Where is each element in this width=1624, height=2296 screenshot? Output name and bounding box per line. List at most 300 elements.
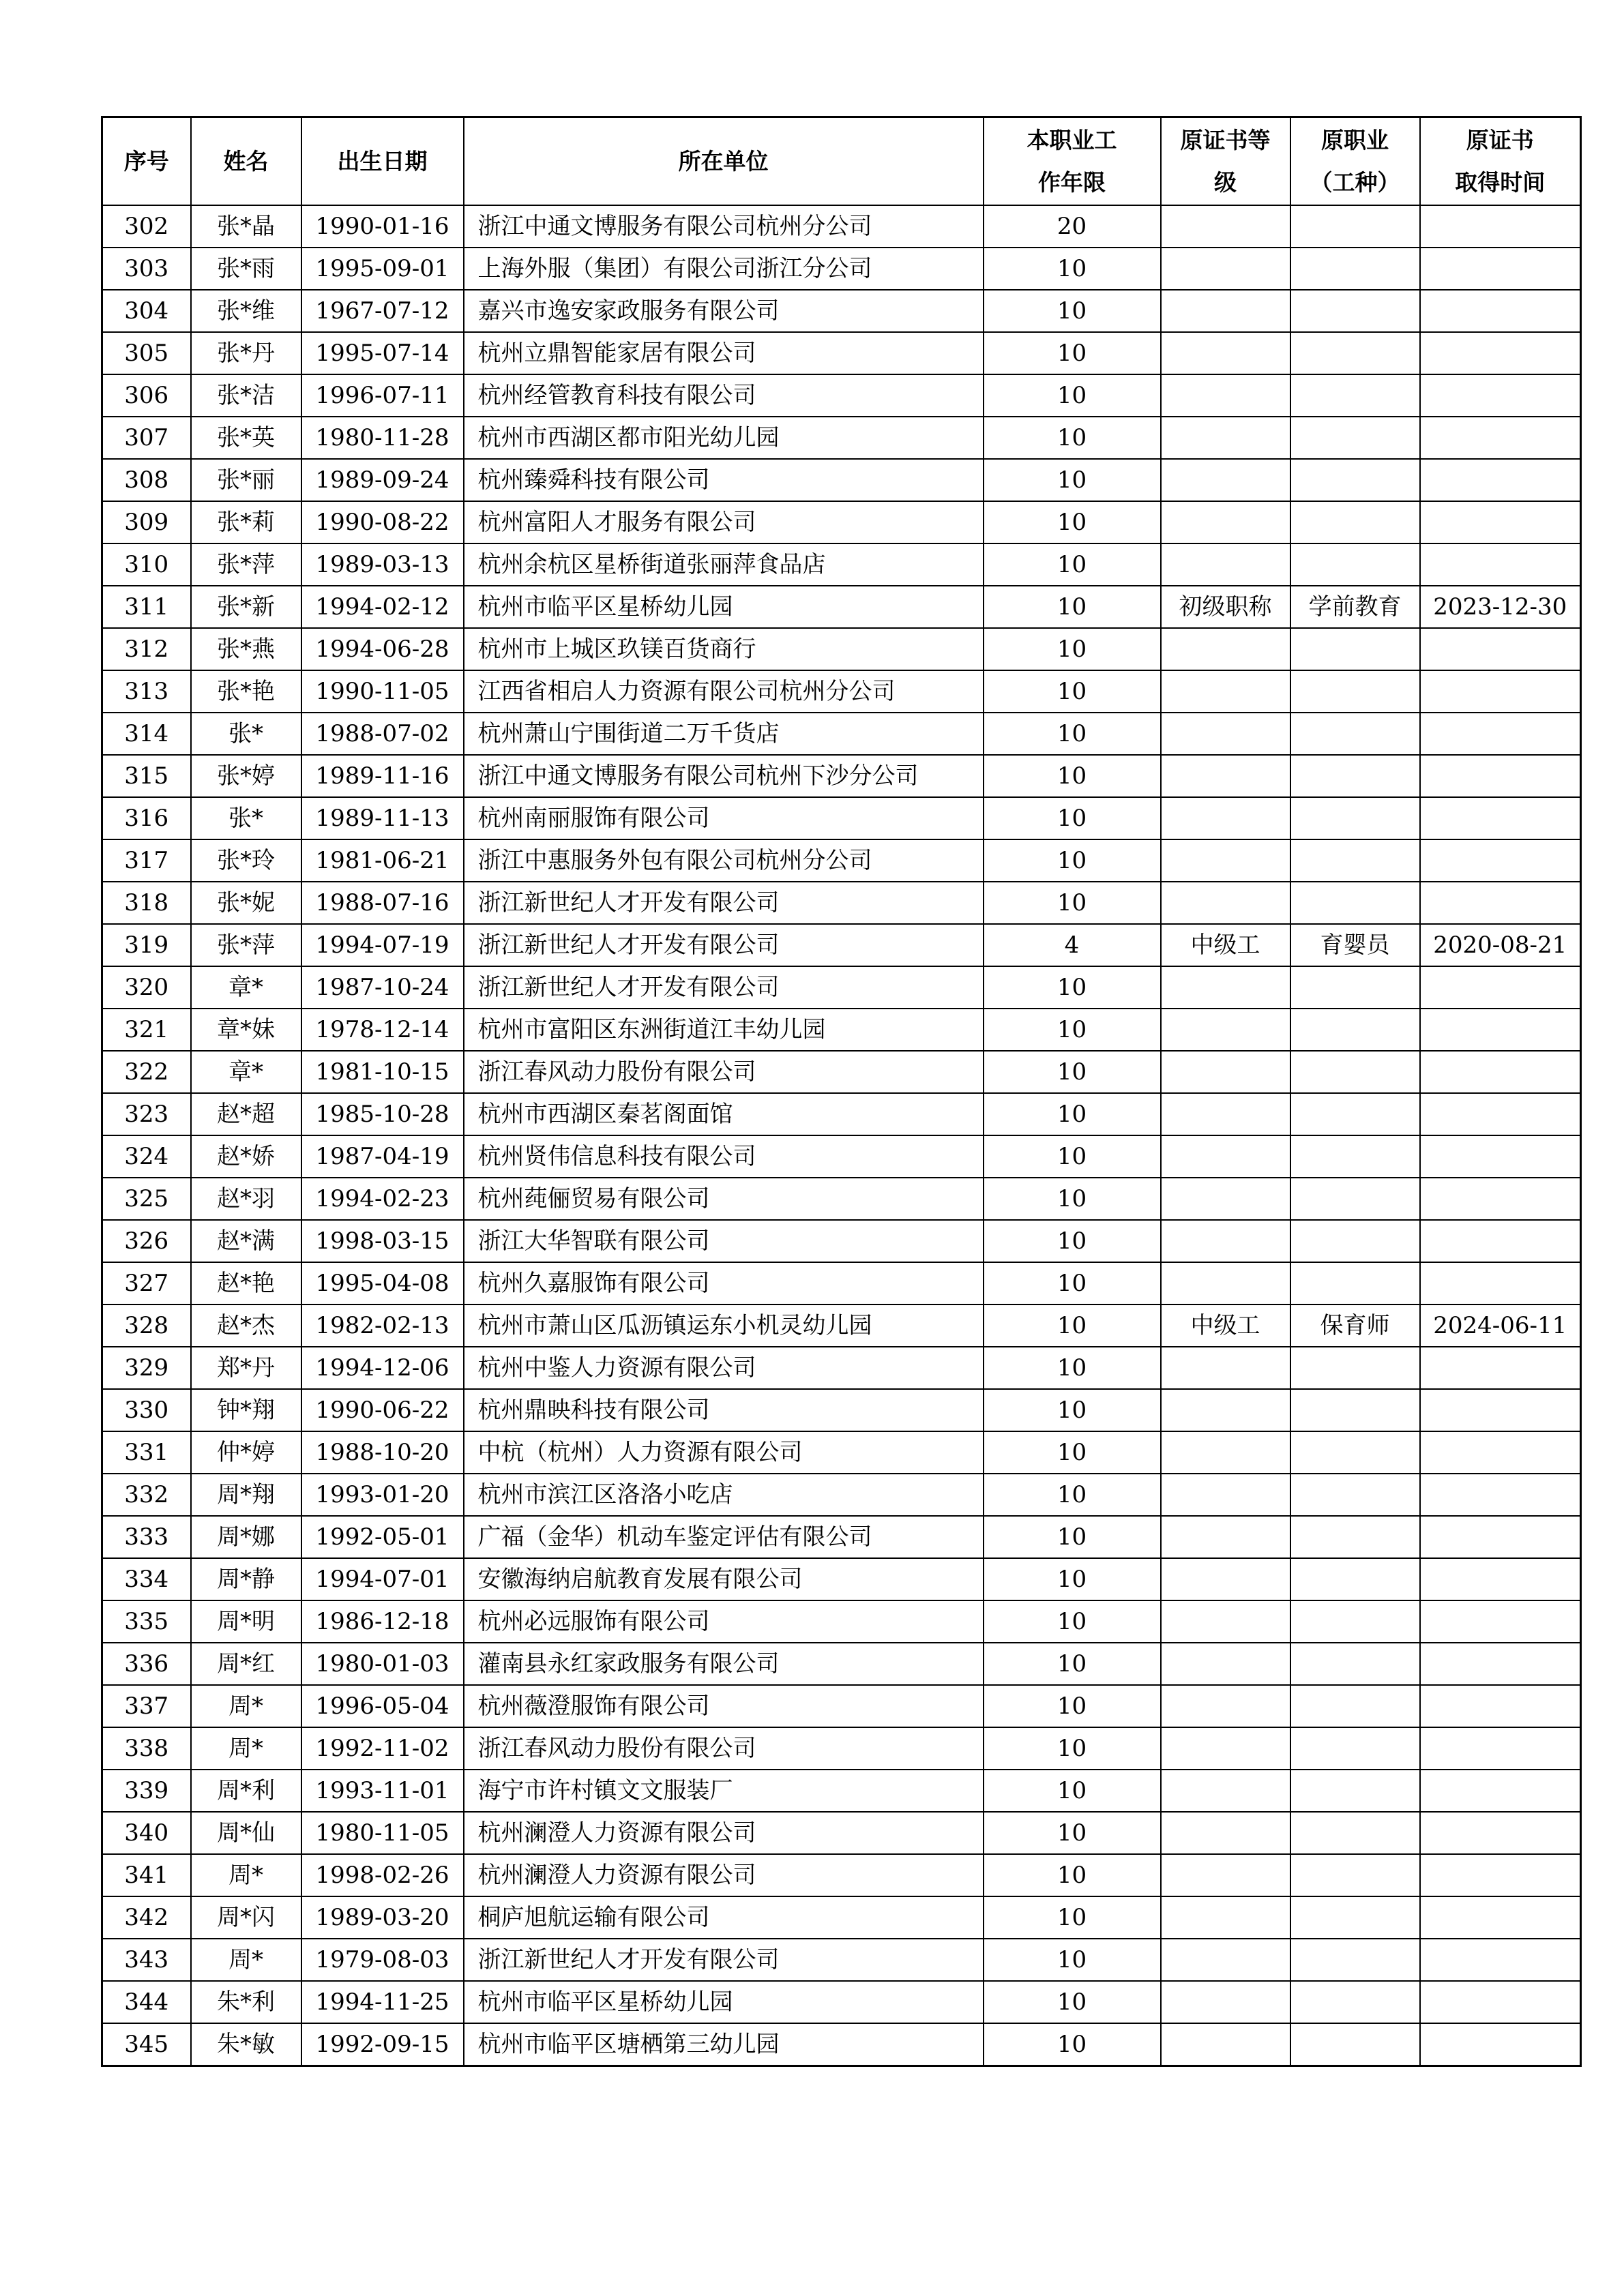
table-row — [102, 2023, 1581, 2066]
cell-unit: 杭州市上城区玖镁百货商行 — [464, 628, 984, 670]
cell-cert-grade — [1161, 1347, 1290, 1389]
cell-occupation — [1290, 1389, 1420, 1431]
cell-cert-grade — [1161, 1431, 1290, 1474]
cell-index: 319 — [102, 924, 191, 966]
cell-name: 赵*娇 — [191, 1135, 301, 1178]
cell-occupation — [1290, 374, 1420, 417]
cell-occupation — [1290, 1643, 1420, 1685]
cell-work-years: 10 — [984, 1812, 1161, 1854]
cell-birth-date: 1994-02-12 — [301, 586, 464, 628]
cell-name: 张*艳 — [191, 670, 301, 713]
cell-unit: 上海外服（集团）有限公司浙江分公司 — [464, 248, 984, 290]
cell-cert-date — [1420, 797, 1581, 839]
cell-index: 340 — [102, 1812, 191, 1854]
cell-name: 张*丽 — [191, 459, 301, 501]
table-row — [102, 1093, 1581, 1135]
cell-cert-date — [1420, 1981, 1581, 2023]
cell-occupation — [1290, 1939, 1420, 1981]
cell-index: 323 — [102, 1093, 191, 1135]
cell-cert-date — [1420, 1558, 1581, 1600]
cell-birth-date: 1981-10-15 — [301, 1051, 464, 1093]
cell-cert-date — [1420, 1643, 1581, 1685]
header-occupation — [1290, 117, 1420, 206]
cell-cert-grade — [1161, 1135, 1290, 1178]
header-occupation-line2: （工种） — [1310, 168, 1400, 196]
cell-cert-grade — [1161, 1009, 1290, 1051]
cell-cert-date — [1420, 2023, 1581, 2066]
cell-occupation — [1290, 670, 1420, 713]
header-birth-date: 出生日期 — [301, 117, 464, 206]
cell-name: 章*妹 — [191, 1009, 301, 1051]
cell-work-years: 10 — [984, 586, 1161, 628]
table-row — [102, 205, 1581, 248]
cell-unit: 杭州澜澄人力资源有限公司 — [464, 1854, 984, 1896]
table-row — [102, 332, 1581, 374]
cell-birth-date: 1994-02-23 — [301, 1178, 464, 1220]
cell-birth-date: 1998-02-26 — [301, 1854, 464, 1896]
cell-occupation — [1290, 1770, 1420, 1812]
cell-unit: 杭州萧山宁围街道二万千货店 — [464, 713, 984, 755]
cell-birth-date: 1995-07-14 — [301, 332, 464, 374]
table-row — [102, 1262, 1581, 1304]
cell-name: 周* — [191, 1727, 301, 1770]
cell-name: 张*莉 — [191, 501, 301, 543]
cell-unit: 杭州市滨江区洛洛小吃店 — [464, 1474, 984, 1516]
cell-cert-grade — [1161, 1727, 1290, 1770]
cell-index: 343 — [102, 1939, 191, 1981]
cell-birth-date: 1992-09-15 — [301, 2023, 464, 2066]
cell-name: 张* — [191, 797, 301, 839]
cell-cert-date — [1420, 755, 1581, 797]
cell-occupation — [1290, 1093, 1420, 1135]
cell-cert-grade — [1161, 459, 1290, 501]
cell-cert-grade — [1161, 966, 1290, 1009]
cell-unit: 杭州必远服饰有限公司 — [464, 1600, 984, 1643]
cell-occupation — [1290, 1981, 1420, 2023]
cell-index: 335 — [102, 1600, 191, 1643]
cell-work-years: 10 — [984, 2023, 1161, 2066]
cell-name: 赵*艳 — [191, 1262, 301, 1304]
cell-cert-grade — [1161, 628, 1290, 670]
cell-unit: 杭州市临平区塘栖第三幼儿园 — [464, 2023, 984, 2066]
table-row — [102, 1389, 1581, 1431]
cell-occupation — [1290, 248, 1420, 290]
cell-cert-grade — [1161, 1643, 1290, 1685]
cell-work-years: 10 — [984, 713, 1161, 755]
cell-index: 315 — [102, 755, 191, 797]
cell-birth-date: 1995-09-01 — [301, 248, 464, 290]
cell-birth-date: 1987-10-24 — [301, 966, 464, 1009]
table-row — [102, 670, 1581, 713]
cell-work-years: 10 — [984, 1981, 1161, 2023]
header-cert-date-line1: 原证书 — [1466, 127, 1534, 154]
cell-cert-grade — [1161, 797, 1290, 839]
cell-cert-date: 2023-12-30 — [1420, 586, 1581, 628]
table-row — [102, 882, 1581, 924]
header-cert-grade-line2: 级 — [1214, 168, 1237, 196]
cell-cert-date — [1420, 1093, 1581, 1135]
cell-cert-grade — [1161, 1854, 1290, 1896]
cell-birth-date: 1978-12-14 — [301, 1009, 464, 1051]
cell-cert-grade: 初级职称 — [1161, 586, 1290, 628]
cell-work-years: 10 — [984, 1854, 1161, 1896]
header-name: 姓名 — [191, 117, 301, 206]
cell-name: 周*利 — [191, 1770, 301, 1812]
cell-work-years: 10 — [984, 1009, 1161, 1051]
cell-birth-date: 1982-02-13 — [301, 1304, 464, 1347]
cell-name: 周*明 — [191, 1600, 301, 1643]
cell-cert-date — [1420, 248, 1581, 290]
cell-occupation — [1290, 1009, 1420, 1051]
cell-work-years: 10 — [984, 459, 1161, 501]
cell-name: 张* — [191, 713, 301, 755]
cell-birth-date: 1980-11-05 — [301, 1812, 464, 1854]
cell-unit: 杭州市西湖区都市阳光幼儿园 — [464, 417, 984, 459]
cell-cert-date — [1420, 1178, 1581, 1220]
cell-unit: 杭州余杭区星桥街道张丽萍食品店 — [464, 543, 984, 586]
cell-occupation — [1290, 205, 1420, 248]
table-row — [102, 501, 1581, 543]
cell-birth-date: 1980-01-03 — [301, 1643, 464, 1685]
table-row — [102, 1770, 1581, 1812]
cell-index: 333 — [102, 1516, 191, 1558]
cell-index: 311 — [102, 586, 191, 628]
cell-birth-date: 1989-09-24 — [301, 459, 464, 501]
cell-unit: 浙江新世纪人才开发有限公司 — [464, 924, 984, 966]
table-row — [102, 1896, 1581, 1939]
cell-work-years: 10 — [984, 966, 1161, 1009]
cell-work-years: 10 — [984, 501, 1161, 543]
cell-occupation — [1290, 417, 1420, 459]
cell-birth-date: 1990-01-16 — [301, 205, 464, 248]
cell-name: 张*雨 — [191, 248, 301, 290]
cell-occupation — [1290, 543, 1420, 586]
cell-occupation: 学前教育 — [1290, 586, 1420, 628]
cell-name: 赵*羽 — [191, 1178, 301, 1220]
cell-unit: 杭州市临平区星桥幼儿园 — [464, 1981, 984, 2023]
header-cert-grade-line1: 原证书等 — [1180, 127, 1271, 154]
cell-unit: 灌南县永红家政服务有限公司 — [464, 1643, 984, 1685]
cell-cert-grade — [1161, 1474, 1290, 1516]
cell-work-years: 10 — [984, 1896, 1161, 1939]
cell-cert-grade — [1161, 1600, 1290, 1643]
cell-index: 309 — [102, 501, 191, 543]
table-row — [102, 1812, 1581, 1854]
cell-occupation — [1290, 1727, 1420, 1770]
cell-birth-date: 1989-03-13 — [301, 543, 464, 586]
cell-unit: 浙江大华智联有限公司 — [464, 1220, 984, 1262]
cell-index: 328 — [102, 1304, 191, 1347]
cell-birth-date: 1994-07-01 — [301, 1558, 464, 1600]
cell-cert-date — [1420, 501, 1581, 543]
cell-unit: 浙江新世纪人才开发有限公司 — [464, 1939, 984, 1981]
table-row — [102, 1643, 1581, 1685]
cell-cert-date — [1420, 332, 1581, 374]
table-row — [102, 1347, 1581, 1389]
cell-name: 周*翔 — [191, 1474, 301, 1516]
cell-work-years: 20 — [984, 205, 1161, 248]
cell-name: 赵*超 — [191, 1093, 301, 1135]
roster-table — [101, 116, 1582, 2067]
cell-name: 赵*满 — [191, 1220, 301, 1262]
cell-cert-date — [1420, 1220, 1581, 1262]
cell-name: 周*静 — [191, 1558, 301, 1600]
header-index: 序号 — [102, 117, 191, 206]
cell-occupation — [1290, 1812, 1420, 1854]
cell-birth-date: 1987-04-19 — [301, 1135, 464, 1178]
cell-birth-date: 1990-08-22 — [301, 501, 464, 543]
cell-work-years: 10 — [984, 1220, 1161, 1262]
header-cert-grade — [1161, 117, 1290, 206]
cell-unit: 江西省相启人力资源有限公司杭州分公司 — [464, 670, 984, 713]
cell-work-years: 10 — [984, 797, 1161, 839]
cell-birth-date: 1993-11-01 — [301, 1770, 464, 1812]
cell-work-years: 10 — [984, 1262, 1161, 1304]
cell-occupation — [1290, 1051, 1420, 1093]
cell-name: 张*晶 — [191, 205, 301, 248]
cell-birth-date: 1989-03-20 — [301, 1896, 464, 1939]
table-row — [102, 628, 1581, 670]
cell-occupation — [1290, 1262, 1420, 1304]
table-row — [102, 1939, 1581, 1981]
cell-birth-date: 1994-07-19 — [301, 924, 464, 966]
cell-name: 张*丹 — [191, 332, 301, 374]
cell-cert-grade — [1161, 205, 1290, 248]
cell-work-years: 10 — [984, 1051, 1161, 1093]
cell-unit: 杭州市富阳区东洲街道江丰幼儿园 — [464, 1009, 984, 1051]
cell-occupation — [1290, 1558, 1420, 1600]
table-row — [102, 1135, 1581, 1178]
cell-occupation — [1290, 1685, 1420, 1727]
cell-cert-date — [1420, 1431, 1581, 1474]
cell-birth-date: 1967-07-12 — [301, 290, 464, 332]
cell-cert-date — [1420, 459, 1581, 501]
cell-birth-date: 1998-03-15 — [301, 1220, 464, 1262]
cell-unit: 杭州市临平区星桥幼儿园 — [464, 586, 984, 628]
cell-work-years: 10 — [984, 670, 1161, 713]
cell-cert-date — [1420, 417, 1581, 459]
table-row — [102, 1009, 1581, 1051]
cell-occupation — [1290, 797, 1420, 839]
cell-work-years: 10 — [984, 290, 1161, 332]
cell-cert-grade — [1161, 1812, 1290, 1854]
cell-occupation — [1290, 1600, 1420, 1643]
cell-work-years: 10 — [984, 882, 1161, 924]
cell-work-years: 10 — [984, 1600, 1161, 1643]
cell-unit: 桐庐旭航运输有限公司 — [464, 1896, 984, 1939]
cell-occupation — [1290, 713, 1420, 755]
cell-occupation — [1290, 1135, 1420, 1178]
cell-index: 313 — [102, 670, 191, 713]
cell-cert-grade — [1161, 670, 1290, 713]
table-row — [102, 1600, 1581, 1643]
cell-cert-grade — [1161, 1939, 1290, 1981]
cell-cert-grade — [1161, 882, 1290, 924]
table-row — [102, 1051, 1581, 1093]
cell-unit: 杭州市西湖区秦茗阁面馆 — [464, 1093, 984, 1135]
cell-occupation — [1290, 1347, 1420, 1389]
cell-cert-date — [1420, 1896, 1581, 1939]
cell-index: 325 — [102, 1178, 191, 1220]
cell-name: 周*红 — [191, 1643, 301, 1685]
cell-work-years: 10 — [984, 1939, 1161, 1981]
cell-birth-date: 1980-11-28 — [301, 417, 464, 459]
header-work-years-line1: 本职业工 — [1027, 127, 1117, 154]
cell-work-years: 10 — [984, 332, 1161, 374]
cell-work-years: 10 — [984, 1685, 1161, 1727]
cell-cert-date: 2020-08-21 — [1420, 924, 1581, 966]
cell-index: 331 — [102, 1431, 191, 1474]
cell-index: 308 — [102, 459, 191, 501]
cell-work-years: 10 — [984, 248, 1161, 290]
cell-work-years: 10 — [984, 1135, 1161, 1178]
cell-index: 336 — [102, 1643, 191, 1685]
cell-cert-date — [1420, 839, 1581, 882]
cell-index: 305 — [102, 332, 191, 374]
cell-name: 周*仙 — [191, 1812, 301, 1854]
table-row — [102, 1516, 1581, 1558]
cell-cert-date — [1420, 205, 1581, 248]
cell-occupation — [1290, 332, 1420, 374]
cell-index: 327 — [102, 1262, 191, 1304]
cell-birth-date: 1985-10-28 — [301, 1093, 464, 1135]
cell-occupation — [1290, 1178, 1420, 1220]
cell-unit: 杭州市萧山区瓜沥镇运东小机灵幼儿园 — [464, 1304, 984, 1347]
cell-birth-date: 1988-07-02 — [301, 713, 464, 755]
cell-unit: 杭州臻舜科技有限公司 — [464, 459, 984, 501]
cell-occupation — [1290, 459, 1420, 501]
cell-occupation — [1290, 882, 1420, 924]
table-row — [102, 1981, 1581, 2023]
cell-occupation — [1290, 1516, 1420, 1558]
cell-occupation — [1290, 755, 1420, 797]
cell-work-years: 10 — [984, 1178, 1161, 1220]
cell-name: 钟*翔 — [191, 1389, 301, 1431]
cell-unit: 浙江春风动力股份有限公司 — [464, 1727, 984, 1770]
cell-index: 341 — [102, 1854, 191, 1896]
cell-name: 张*维 — [191, 290, 301, 332]
cell-cert-date — [1420, 1009, 1581, 1051]
table-row — [102, 374, 1581, 417]
cell-cert-date — [1420, 1600, 1581, 1643]
cell-name: 张*萍 — [191, 924, 301, 966]
cell-occupation: 育婴员 — [1290, 924, 1420, 966]
cell-unit: 广福（金华）机动车鉴定评估有限公司 — [464, 1516, 984, 1558]
cell-occupation: 保育师 — [1290, 1304, 1420, 1347]
cell-cert-date — [1420, 290, 1581, 332]
cell-index: 322 — [102, 1051, 191, 1093]
cell-name: 周* — [191, 1685, 301, 1727]
cell-birth-date: 1990-06-22 — [301, 1389, 464, 1431]
cell-birth-date: 1986-12-18 — [301, 1600, 464, 1643]
cell-index: 310 — [102, 543, 191, 586]
cell-name: 仲*婷 — [191, 1431, 301, 1474]
cell-name: 赵*杰 — [191, 1304, 301, 1347]
table-row — [102, 1558, 1581, 1600]
cell-name: 朱*敏 — [191, 2023, 301, 2066]
table-header — [102, 117, 1581, 206]
cell-cert-grade — [1161, 332, 1290, 374]
cell-unit: 杭州南丽服饰有限公司 — [464, 797, 984, 839]
cell-unit: 安徽海纳启航教育发展有限公司 — [464, 1558, 984, 1600]
cell-cert-grade — [1161, 501, 1290, 543]
cell-cert-date — [1420, 1474, 1581, 1516]
cell-unit: 中杭（杭州）人力资源有限公司 — [464, 1431, 984, 1474]
cell-cert-grade — [1161, 1178, 1290, 1220]
cell-work-years: 10 — [984, 1431, 1161, 1474]
cell-work-years: 10 — [984, 1558, 1161, 1600]
cell-cert-grade — [1161, 1896, 1290, 1939]
table-row — [102, 543, 1581, 586]
header-unit: 所在单位 — [464, 117, 984, 206]
cell-index: 344 — [102, 1981, 191, 2023]
cell-cert-date — [1420, 1135, 1581, 1178]
cell-birth-date: 1989-11-16 — [301, 755, 464, 797]
cell-cert-grade — [1161, 1516, 1290, 1558]
table-row — [102, 924, 1581, 966]
header-cert-date — [1420, 117, 1581, 206]
cell-work-years: 10 — [984, 755, 1161, 797]
cell-index: 337 — [102, 1685, 191, 1727]
cell-work-years: 10 — [984, 1727, 1161, 1770]
cell-birth-date: 1994-11-25 — [301, 1981, 464, 2023]
table-row — [102, 1854, 1581, 1896]
cell-birth-date: 1979-08-03 — [301, 1939, 464, 1981]
cell-index: 316 — [102, 797, 191, 839]
cell-birth-date: 1996-07-11 — [301, 374, 464, 417]
cell-work-years: 10 — [984, 417, 1161, 459]
cell-cert-grade — [1161, 290, 1290, 332]
cell-birth-date: 1992-05-01 — [301, 1516, 464, 1558]
cell-occupation — [1290, 839, 1420, 882]
cell-name: 张*新 — [191, 586, 301, 628]
cell-cert-date — [1420, 1685, 1581, 1727]
cell-work-years: 10 — [984, 1389, 1161, 1431]
cell-name: 张*妮 — [191, 882, 301, 924]
header-cert-date-line2: 取得时间 — [1455, 168, 1546, 196]
table-row — [102, 290, 1581, 332]
cell-cert-date — [1420, 966, 1581, 1009]
table-row — [102, 839, 1581, 882]
cell-cert-grade — [1161, 1981, 1290, 2023]
cell-cert-grade — [1161, 417, 1290, 459]
table-row — [102, 713, 1581, 755]
table-row — [102, 417, 1581, 459]
cell-index: 339 — [102, 1770, 191, 1812]
cell-cert-grade: 中级工 — [1161, 924, 1290, 966]
cell-index: 312 — [102, 628, 191, 670]
cell-unit: 杭州薇澄服饰有限公司 — [464, 1685, 984, 1727]
cell-birth-date: 1994-06-28 — [301, 628, 464, 670]
header-row — [102, 117, 1581, 206]
cell-cert-date — [1420, 1854, 1581, 1896]
cell-cert-date — [1420, 374, 1581, 417]
cell-cert-date — [1420, 713, 1581, 755]
cell-birth-date: 1989-11-13 — [301, 797, 464, 839]
cell-index: 304 — [102, 290, 191, 332]
cell-cert-grade — [1161, 755, 1290, 797]
cell-cert-date — [1420, 543, 1581, 586]
cell-birth-date: 1988-10-20 — [301, 1431, 464, 1474]
table-row — [102, 1685, 1581, 1727]
cell-work-years: 10 — [984, 1643, 1161, 1685]
cell-unit: 杭州富阳人才服务有限公司 — [464, 501, 984, 543]
cell-cert-grade — [1161, 1770, 1290, 1812]
cell-cert-date: 2024-06-11 — [1420, 1304, 1581, 1347]
cell-cert-date — [1420, 628, 1581, 670]
cell-unit: 杭州澜澄人力资源有限公司 — [464, 1812, 984, 1854]
cell-unit: 杭州鼎映科技有限公司 — [464, 1389, 984, 1431]
